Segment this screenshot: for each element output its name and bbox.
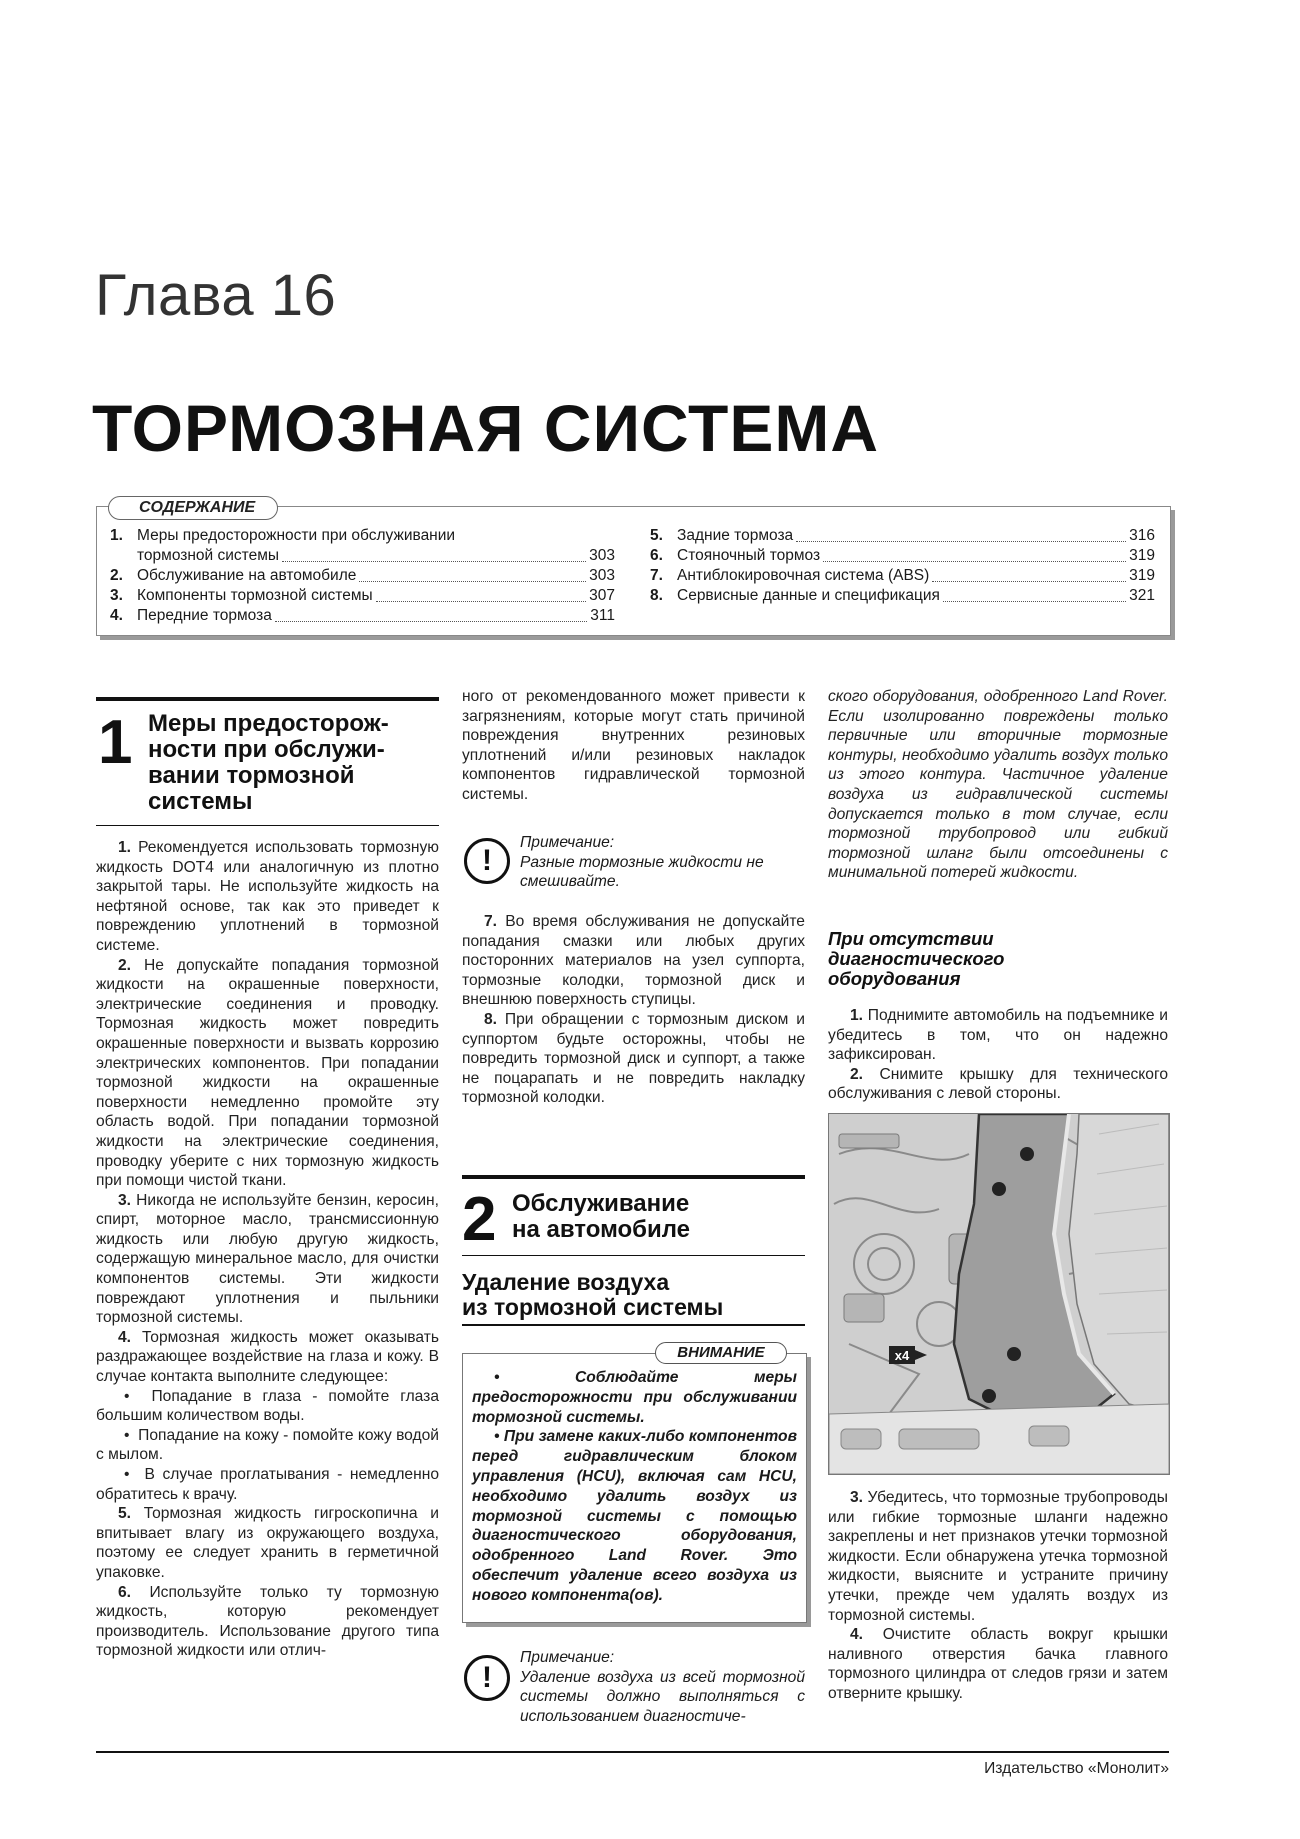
chapter-title: ТОРМОЗНАЯ СИСТЕМА [92,391,880,465]
bullet-item: • Попадание на кожу - помойте кожу водой с мылом. [96,1426,439,1464]
paragraph: 2. Не допускайте попадания тормозной жидкости на окрашенные поверхности, электрические соединения и проводку. Тормозная жидкость может повредить окрашенные поверхности и вызвать коррозию электрических компонентов. При попадании тормозной жидкости на окрашенные поверхности немедленно промойте эту область водой. При попадании тормозной жидкости на электрические соединения, проводку уберите с них тормозную жидкость при помощи чистой ткани. [96,956,439,1190]
toc-item-continuation[interactable]: тормозной системы 303 [137,547,615,564]
toc-page-number: 319 [1129,567,1155,584]
section-1-body [96,838,439,1661]
exclamation-icon: ! [464,1655,510,1701]
toc-page-number: 321 [1129,587,1155,604]
chapter-label: Глава 16 [95,263,337,328]
toc-column-right [650,526,1155,606]
toc-page-number: 303 [589,547,615,564]
toc-heading: СОДЕРЖАНИЕ [108,496,278,520]
toc-page-number: 307 [589,587,615,604]
heading-no-diagnostic: При отсутствии диагностического оборудования [828,928,1005,989]
section-1-number: 1 [98,708,133,777]
section-1-continuation: ного от рекомендованного может привести к загрязнениям, которые могут стать причиной повреждения внутренних резиновых уплотнений и/или резиновых накладок компонентов гидравлической тормозной системы. [462,688,805,803]
paragraph: 6. Используйте только ту тормозную жидкость, которую рекомендует производитель. Использование другого типа тормозной жидкости или отлич- [96,1583,439,1660]
section-2-divider [462,1255,805,1256]
paragraph: 2. Снимите крышку для технического обслуживания с левой стороны. [828,1065,1168,1103]
toc-item[interactable]: 6. Стояночный тормоз 319 [650,547,1155,564]
note-2: Примечание: Удаление воздуха из всей тормозной системы должно выполняться с использованием диагностиче- [520,1649,805,1725]
steps-3-4 [828,1488,1168,1704]
section-1-divider [96,825,439,826]
exclamation-icon: ! [464,838,510,884]
subsection-title: Удаление воздуха из тормозной системы [462,1270,805,1326]
section-2-rule [462,1175,805,1179]
section-1-rule [96,697,439,701]
paragraph: 1. Поднимите автомобиль на подъемнике и убедитесь в том, что он надежно зафиксирован. [828,1007,1168,1064]
paragraph: 3. Убедитесь, что тормозные трубопроводы или гибкие тормозные шланги надежно закреплены и нет признаков утечки тормозной жидкости. Если обнаружена утечка тормозной жидкости, выясните и устраните причину утечки, прежде чем удалять воздух из тормозной системы. [828,1489,1168,1624]
paragraph: 5. Тормозная жидкость гигроскопична и впитывает влагу из окружающего воздуха, поэтому ее следует хранить в герметичной упаковке. [96,1505,439,1581]
publisher-footer: Издательство «Монолит» [984,1760,1169,1777]
note-2-continuation: ского оборудования, одобренного Land Rover. Если изолированно повреждены только первичные или вторичные тормозные контуры, необходимо удалить воздух только из этого контура. Частичное удаление воздуха из гидравлической системы допускается только в том случае, если тормозной трубопровод или гибкий тормозной шланг были отсоединены с минимальной потерей жидкости. [828,688,1168,882]
toc-item[interactable]: 1. Меры предосторожности при обслуживании [110,527,456,544]
paragraph: 4. Тормозная жидкость может оказывать раздражающее воздействие на глаза и кожу. В случае контакта выполните следующее: [96,1328,439,1386]
paragraph: 4. Очистите область вокруг крышки наливного отверстия бачка главного тормозного цилиндра от следов грязи и затем отверните крышку. [828,1626,1168,1702]
engine-bay-photo [828,1113,1170,1475]
note-1: Примечание: Разные тормозные жидкости не смешивайте. [520,834,764,891]
toc-page-number: 316 [1129,527,1155,544]
toc-item[interactable]: 8. Сервисные данные и спецификация 321 [650,587,1155,604]
bullet-item: • Попадание в глаза - помойте глаза большим количеством воды. [96,1387,439,1425]
footer-rule [96,1751,1169,1753]
paragraph: 1. Рекомендуется использовать тормозную жидкость DOT4 или аналогичную из плотно закрытой тары. Не используйте жидкость на нефтяной основе, так как это приведет к повреждению уплотнений в тормозной системе. [96,839,439,954]
section-1-title: Меры предосторож- ности при обслужи- вании тормозной системы [148,710,389,815]
steps-1-2 [828,1006,1168,1104]
section-2-number: 2 [462,1185,497,1254]
paragraph: 8. При обращении с тормозным диском и суппортом будьте осторожны, чтобы не повредить тормозной диск и суппорт, а также не поцарапать и не повредить накладку тормозной колодки. [462,1010,805,1107]
toc-page-number: 311 [590,607,615,624]
toc-item[interactable]: 4. Передние тормоза 311 [110,607,615,624]
toc-item[interactable]: 7. Антиблокировочная система (ABS) 319 [650,567,1155,584]
warning-label: ВНИМАНИЕ [655,1342,787,1364]
toc-item[interactable]: 5. Задние тормоза 316 [650,527,1155,544]
paragraph: 7. Во время обслуживания не допускайте попадания смазки или любых других посторонних материалов на узел суппорта, тормозные колодки, тормозной диск и внешнюю поверхность ступицы. [462,913,805,1009]
bullet-item: • В случае проглатывания - немедленно обратитесь к врачу. [96,1466,439,1503]
toc-item[interactable]: 2. Обслуживание на автомобиле 303 [110,567,615,584]
toc-page-number: 319 [1129,547,1155,564]
warning-text: • Соблюдайте меры предосторожности при обслуживании тормозной системы. • При замене каких-либо компонентов перед гидравлическим блоком управления (HCU), включая сам HCU, необходимо удалить воздух из тормозной системы с помощью диагностического оборудования, одобренного Land Rover. Это обеспечит удаление всего воздуха из нового компонента(ов). [472,1369,797,1604]
toc-item[interactable]: 3. Компоненты тормозной системы 307 [110,587,615,604]
toc-page-number: 303 [589,567,615,584]
paragraph: 3. Никогда не используйте бензин, керосин, спирт, моторное масло, трансмиссионную жидкость или любую другую жидкость, содержащую минеральное масло, для очистки компонентов системы. Эти жидкости повреждают уплотнения и пыльники тормозной системы. [96,1191,439,1327]
section-2-title: Обслуживание на автомобиле [512,1190,691,1243]
section-1-continuation-2 [462,912,805,1108]
toc-column-left [110,526,615,626]
photo-callout-label: x4 [894,1348,910,1363]
